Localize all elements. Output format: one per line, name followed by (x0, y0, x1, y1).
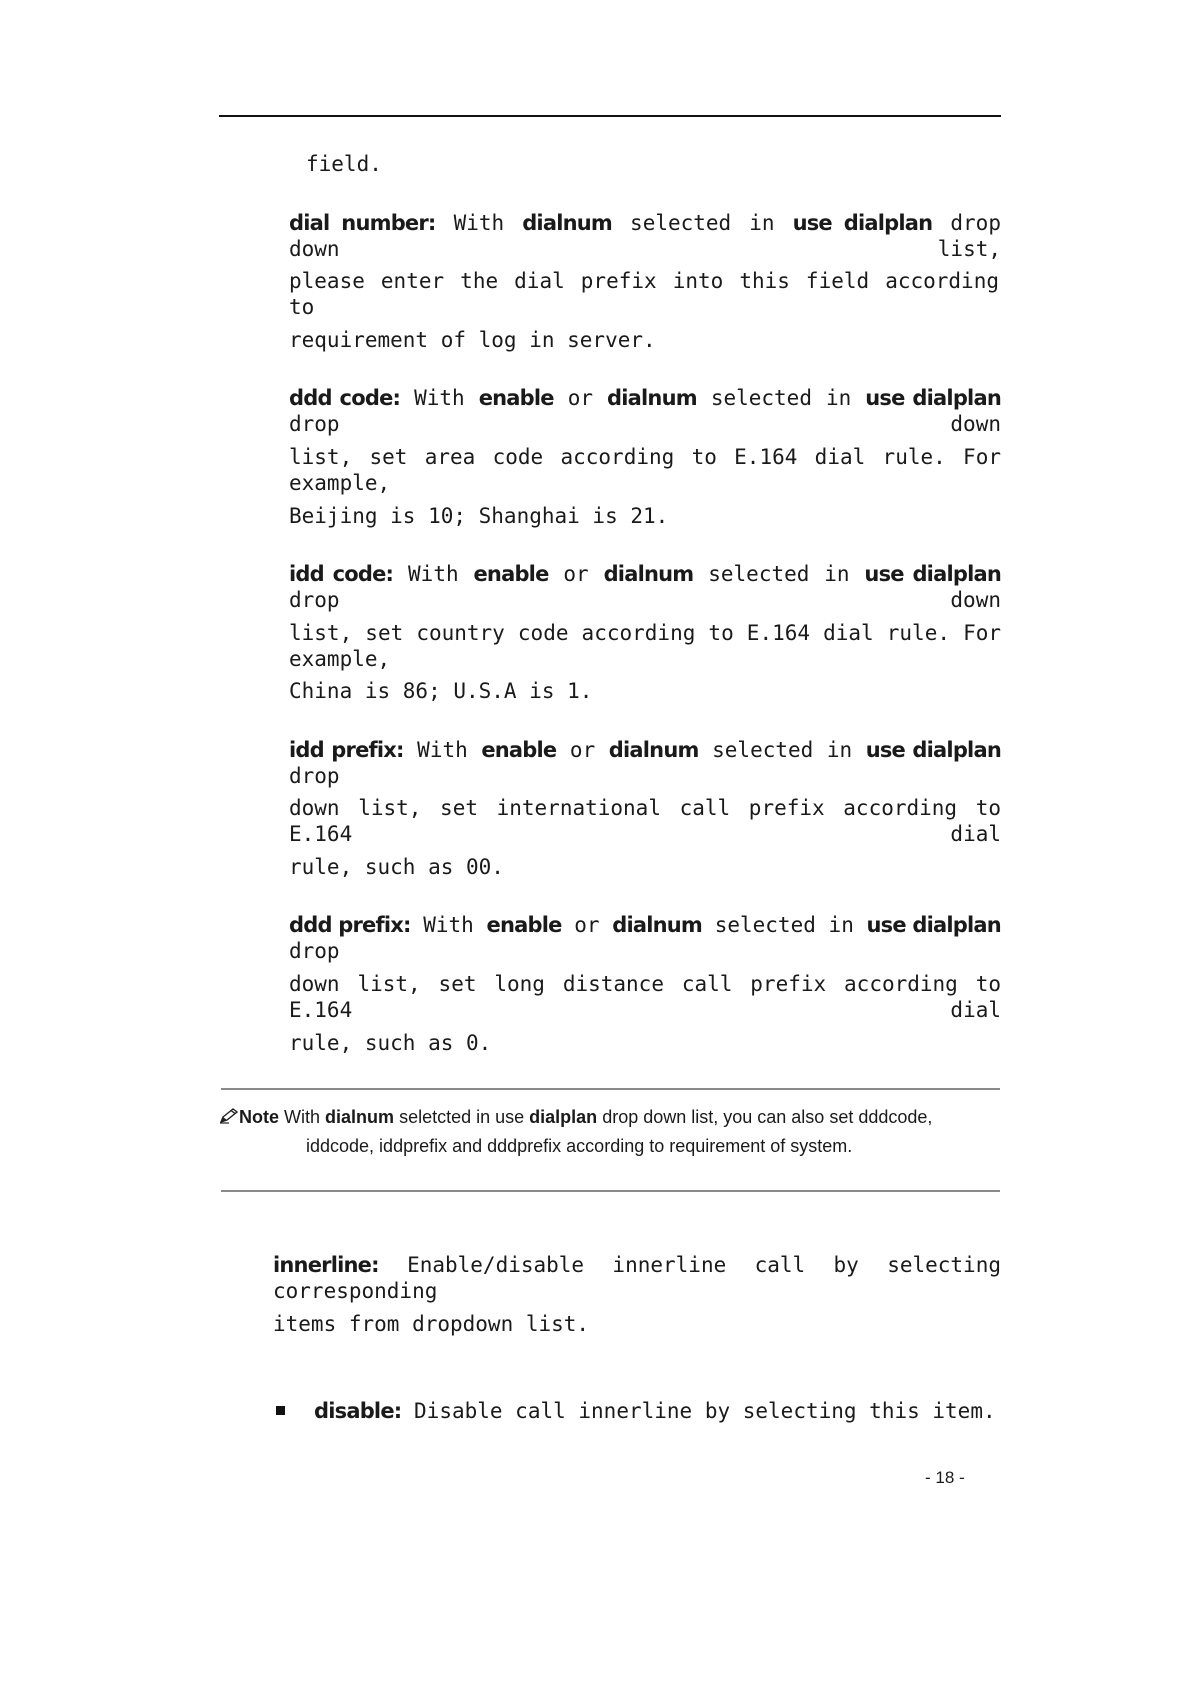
kw-use-dialplan: use dialplan (865, 738, 1001, 762)
note-line-2: iddcode, iddprefix and dddprefix according to requirement of system. (306, 1136, 853, 1156)
kw-enable: enable (486, 913, 562, 937)
dial-number-line-3: requirement of log in server. (289, 328, 656, 352)
disable-item: disable: Disable call innerline by selecting this item. (314, 1399, 996, 1423)
dial-number-line-2: please enter the dial prefix into this field according to (289, 269, 999, 319)
kw-use-dialplan: use dialplan (866, 913, 1001, 937)
term-ddd-code: ddd code: (289, 386, 401, 410)
term-ddd-prefix: ddd prefix: (289, 913, 411, 937)
note-line-1: Note With dialnum seletcted in use dialplan drop down list, you can also set dddcode, (219, 1104, 1004, 1130)
idd-prefix-line-2: down list, set international call prefix according to E.164 dial (289, 796, 1001, 846)
note-top-rule (221, 1088, 1000, 1090)
term-idd-code: idd code: (289, 562, 394, 586)
pencil-icon (219, 1105, 239, 1121)
ddd-code-line-1: ddd code: With enable or dialnum selected in use dialplan drop down (289, 386, 1001, 436)
kw-use-dialplan: use dialplan (864, 562, 1001, 586)
kw-dialnum: dialnum (522, 211, 612, 235)
idd-code-line-2: list, set country code according to E.164 dial rule. For example, (289, 621, 1001, 671)
ddd-prefix-line-3: rule, such as 0. (289, 1031, 492, 1055)
note-bottom-rule (221, 1190, 1000, 1192)
idd-code-line-1: idd code: With enable or dialnum selected in use dialplan drop down (289, 562, 1001, 612)
idd-prefix-line-1: idd prefix: With enable or dialnum selected in use dialplan drop (289, 738, 1001, 788)
kw-use-dialplan: use dialplan (865, 386, 1001, 410)
ddd-code-line-3: Beijing is 10; Shanghai is 21. (289, 504, 669, 528)
continuation-text: field. (306, 152, 382, 176)
innerline-line-1: innerline: Enable/disable innerline call by selecting corresponding (273, 1253, 1001, 1303)
note-kw-dialplan: dialplan (529, 1107, 598, 1127)
term-disable: disable: (314, 1399, 402, 1423)
term-innerline: innerline: (273, 1253, 379, 1277)
innerline-line-2: items from dropdown list. (273, 1312, 590, 1336)
kw-enable: enable (473, 562, 549, 586)
kw-dialnum: dialnum (608, 738, 699, 762)
dial-number-line-1: dial number: With dialnum selected in use dialplan drop down list, (289, 211, 1001, 261)
header-rule (219, 115, 1001, 117)
note-kw-dialnum: dialnum (325, 1107, 395, 1127)
ddd-prefix-line-1: ddd prefix: With enable or dialnum selected in use dialplan drop (289, 913, 1001, 963)
idd-code-line-3: China is 86; U.S.A is 1. (289, 679, 593, 703)
term-dial-number: dial number: (289, 211, 436, 235)
kw-dialnum: dialnum (612, 913, 703, 937)
kw-dialnum: dialnum (603, 562, 694, 586)
term-idd-prefix: idd prefix: (289, 738, 404, 762)
ddd-code-line-2: list, set area code according to E.164 dial rule. For example, (289, 445, 1001, 495)
kw-enable: enable (481, 738, 557, 762)
note-label: Note (239, 1107, 279, 1127)
kw-use-dialplan: use dialplan (792, 211, 933, 235)
page-number: - 18 - (925, 1468, 965, 1487)
idd-prefix-line-3: rule, such as 00. (289, 855, 504, 879)
bullet-icon (276, 1406, 285, 1415)
kw-dialnum: dialnum (607, 386, 697, 410)
kw-enable: enable (478, 386, 554, 410)
ddd-prefix-line-2: down list, set long distance call prefix according to E.164 dial (289, 972, 1001, 1022)
